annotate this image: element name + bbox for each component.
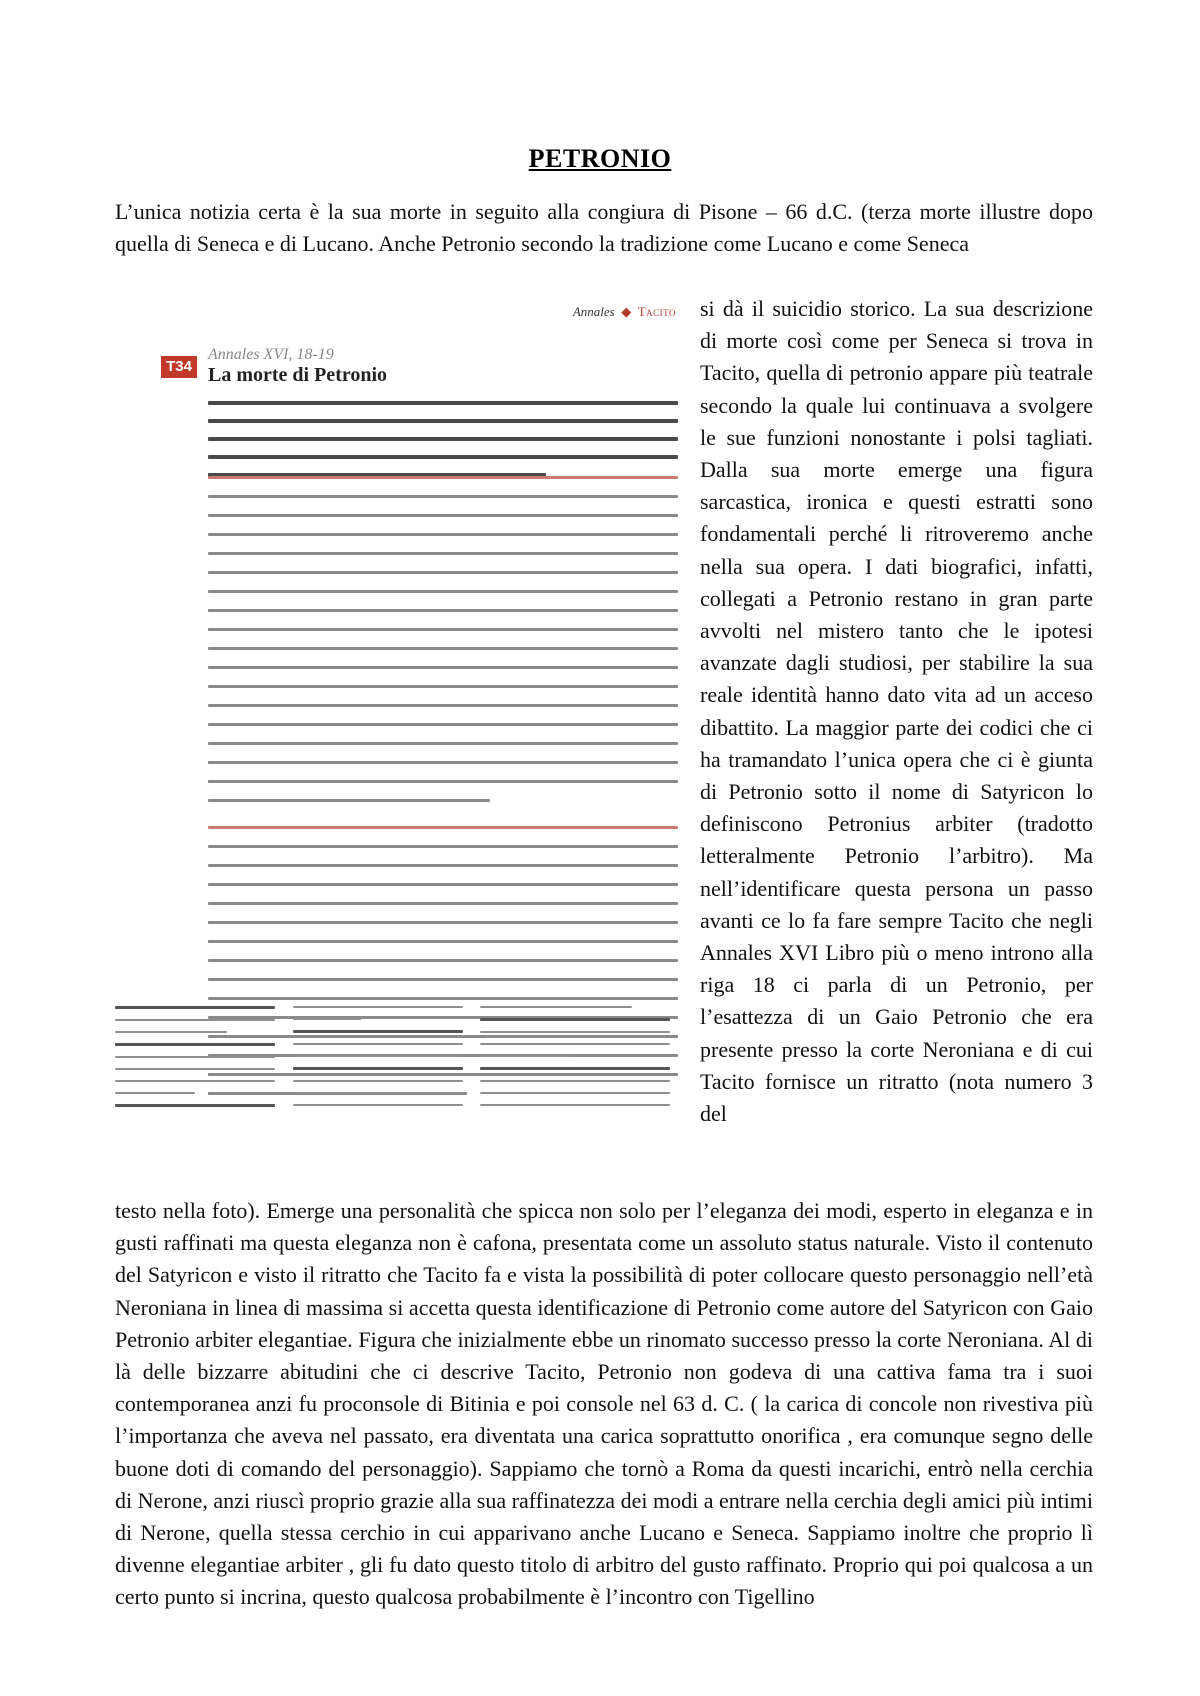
photo-heading: La morte di Petronio xyxy=(208,364,388,386)
photo-section-18 xyxy=(208,476,678,818)
photo-footnotes-col-1 xyxy=(115,1006,275,1117)
bottom-paragraph: testo nella foto). Emerge una personalità che spicca non solo per l’eleganza dei modi, esperto in eleganza e in gusti raffinati ma questa eleganza non è cafona, presentata come un assoluto status naturale. Visto il contenuto del Satyricon e visto il ritratto che Tacito fa e vista la possibilità di poter collocare questo personaggio nell’età Neroniana in linea di massima si accetta questa identificazione di Petronio come autore del Satyricon con Gaio Petronio arbiter elegantiae. Figura che inizialmente ebbe un rinomato successo presso la corte Neroniana. Al di là delle bizzarre abitudini che ci descrive Tacito, Petronio non godeva di una cattiva fama tra i suoi contemporanea anzi fu proconsole di Bitinia e poi console nel 63 d. C. ( la carica di concole non rivestiva più l’importanza che aveva nel passato, era diventata una carica soprattutto onorifica , era comunque segno delle buone doti di comando del personaggio). Sappiamo che tornò a Roma da questi incarichi, entrò nella cerchia di Nerone, anzi riuscì proprio grazie alla sua raffinatezza dei modi a entrare nella cerchia degli amici più intimi di Nerone, quella stessa cerchio in cui apparivano anche Lucano e Seneca. Sappiamo inoltre che proprio lì divenne elegantiae arbiter , gli fu dato questo titolo di arbitro del gusto raffinato. Proprio qui poi qualcosa a un certo punto si incrina, questo qualcosa probabilmente è l’incontro con Tigellino xyxy=(115,1198,1093,1610)
diamond-icon: ◆ xyxy=(617,304,635,319)
side-paragraph: si dà il suicidio storico. La sua descrizione di morte così come per Seneca si trova in Tacito, quella di petronio appare più teatrale secondo la quale lui continuava a svolgere le sue funzioni nonostante i polsi tagliati. Dalla sua morte emerge una figura sarcastica, ironica e questi estratti sono fondamentali perché li ritroveremo anche nella sua opera. I dati biografici, infatti, collegati a Petronio restano in gran parte avvolti nel mistero tanto che le ipotesi avanzate dagli studiosi, per stabilire la sua reale identità hanno dato vita ad un acceso dibattito. La maggior parte dei codici che ci ha tramandato l’unica opera che ci è giunta di Petronio sotto il nome di Satyricon lo definiscono Petronius arbiter (tradotto letteralmente Petronio l’arbitro). Ma nell’identificare questa persona un passo avanti ce lo fa fare sempre Tacito che negli Annales XVI Libro più o meno introno alla riga 18 ci parla di un Petronio, per l’esattezza di un Gaio Petronio che era presente presso la corte Neroniana e di cui Tacito fornisce un ritratto (nota numero 3 del xyxy=(700,296,1093,1127)
photo-footnotes-col-2 xyxy=(293,1006,463,1116)
document-title: PETRONIO xyxy=(528,144,672,173)
intro-paragraph: L’unica notizia certa è la sua morte in seguito alla congiura di Pisone – 66 d.C. (terza morte illustre dopo quella di Seneca e di Lucano. Anche Petronio secondo la tradizione come Lucano e come Seneca xyxy=(115,199,1093,257)
textbook-photo xyxy=(115,298,678,1113)
photo-footnotes-col-3 xyxy=(480,1006,670,1116)
photo-header-work: Annales xyxy=(572,304,615,319)
photo-header-author: Tacito xyxy=(637,304,676,319)
photo-tag-badge: T34 xyxy=(161,356,197,378)
photo-reference: Annales XVI, 18-19 xyxy=(208,346,334,363)
photo-running-header xyxy=(573,304,676,320)
